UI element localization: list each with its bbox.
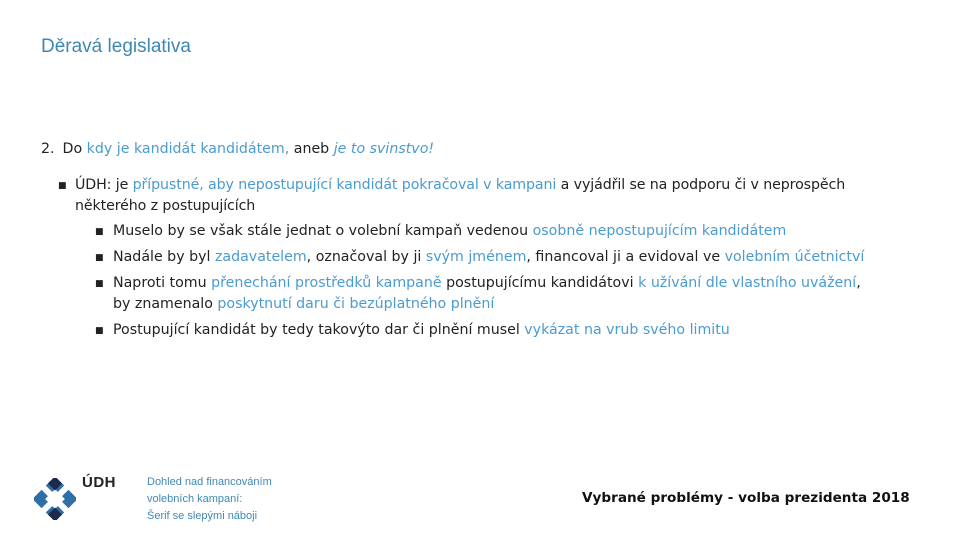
sub-bullet-1 bbox=[41, 221, 921, 242]
sub-bullet-2-text-3: , označoval by ji bbox=[306, 249, 426, 265]
footer-caption: Vybrané problémy - volba prezidenta 2018 bbox=[582, 490, 910, 506]
bullet-udh-text-4: některého z postupujících bbox=[75, 198, 256, 214]
sub-bullet-3-text-2: přenechání prostředků kampaně bbox=[211, 275, 442, 291]
organization-block bbox=[147, 474, 272, 525]
question-text-2: kdy je kandidát kandidátem, bbox=[86, 141, 290, 157]
square-bullet-icon: ■ bbox=[95, 326, 104, 336]
sub-bullet-3 bbox=[41, 273, 921, 315]
sub-bullet-3-text-1: Naproti tomu bbox=[113, 275, 212, 291]
square-bullet-icon: ■ bbox=[95, 253, 104, 263]
org-line-2: volebních kampaní: bbox=[147, 493, 243, 505]
sub-bullet-2-text-6: volebním účetnictví bbox=[724, 249, 865, 265]
logo-text: ÚDH bbox=[82, 474, 116, 491]
square-bullet-icon: ■ bbox=[58, 181, 67, 191]
sub-bullet-3-text-4: k užívání dle vlastního uvážení bbox=[638, 275, 857, 291]
sub-bullet-1-text-1: Muselo by se však stále jednat o volební kampaň vedenou bbox=[113, 223, 533, 239]
sub-bullet-2 bbox=[41, 247, 921, 268]
slide-content bbox=[41, 138, 921, 341]
square-bullet-icon: ■ bbox=[95, 227, 104, 237]
sub-bullet-2-text-1: Nadále by byl bbox=[113, 249, 215, 265]
sub-bullet-1-text-2: osobně nepostupujícím kandidátem bbox=[532, 223, 787, 239]
question-text-3: aneb bbox=[289, 141, 334, 157]
bullet-udh-text-3: a vyjádřil se na podporu či v neprospěch bbox=[556, 177, 846, 193]
sub-bullet-2-text-2: zadavatelem bbox=[214, 249, 307, 265]
question-line bbox=[41, 138, 921, 160]
udh-logo-icon bbox=[34, 478, 76, 520]
sub-bullet-3-text-6: by znamenalo bbox=[113, 296, 218, 312]
slide-title: Děravá legislativa bbox=[41, 36, 191, 57]
sub-bullet-4 bbox=[41, 320, 921, 341]
sub-bullet-2-text-4: svým jménem bbox=[425, 249, 527, 265]
sub-bullet-3-text-7: poskytnutí daru či bezúplatného plnění bbox=[217, 296, 495, 312]
bullet-udh-text-2: přípustné, aby nepostupující kandidát pokračoval v kampani bbox=[132, 177, 557, 193]
square-bullet-icon: ■ bbox=[95, 279, 104, 289]
sub-bullet-4-text-2: vykázat na vrub svého limitu bbox=[524, 322, 730, 338]
sub-bullet-2-text-5: , financoval ji a evidoval ve bbox=[526, 249, 725, 265]
sub-bullet-4-text-1: Postupující kandidát by tedy takovýto dar či plnění musel bbox=[113, 322, 525, 338]
bullet-udh-text-1: ÚDH: je bbox=[75, 177, 133, 193]
question-text-1: Do bbox=[62, 141, 87, 157]
sub-bullet-3-text-3: postupujícímu kandidátovi bbox=[441, 275, 639, 291]
question-number: 2. bbox=[41, 141, 55, 157]
org-line-3: Šerif se slepými náboji bbox=[147, 510, 258, 522]
org-line-1: Dohled nad financováním bbox=[147, 476, 272, 488]
sub-bullet-3-text-5: , bbox=[856, 275, 861, 291]
question-text-4: je to svinstvo! bbox=[333, 141, 435, 157]
bullet-udh bbox=[41, 175, 921, 217]
